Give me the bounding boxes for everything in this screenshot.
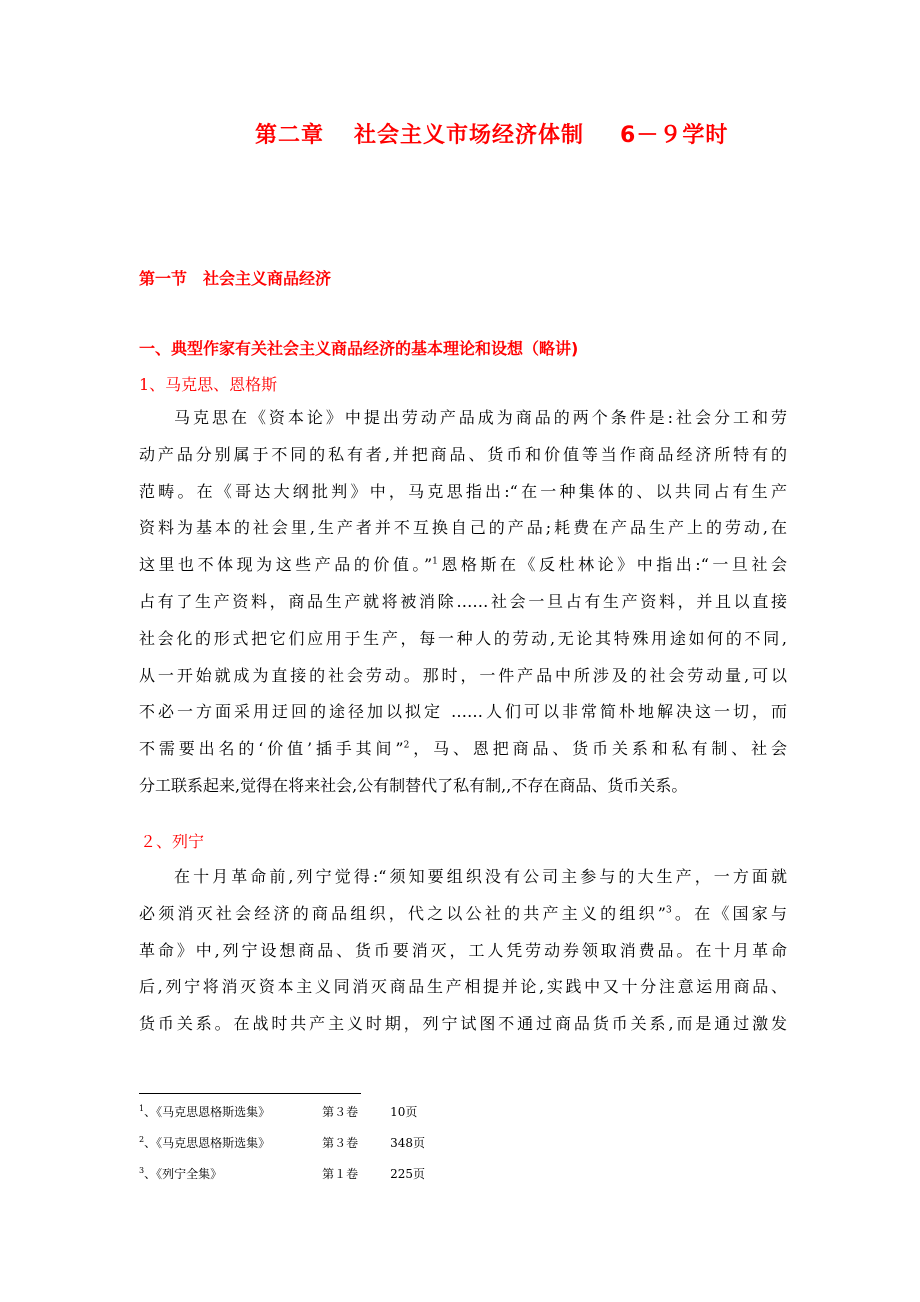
section-name: 社会主义商品经济: [203, 269, 332, 288]
text-segment: 这里也不体现为这些产品的价值。”: [139, 555, 433, 575]
heading-1: 一、典型作家有关社会主义商品经济的基本理论和设想（略讲): [139, 339, 579, 358]
footnote-volume: 第３卷: [322, 1105, 359, 1119]
footnote-book: 、《马克思恩格斯选集》: [144, 1136, 271, 1150]
text-line: 分工联系起来,觉得在将来社会,公有制替代了私有制,,不存在商品、货币关系。: [139, 775, 688, 795]
footnote-ref: 2: [403, 740, 410, 751]
footnote-item: [139, 1134, 425, 1165]
text-line: 后,列宁将消灭资本主义同消灭商品生产相提并论,实践中又十分注意运用商品、: [139, 977, 787, 997]
text-line: 动产品分别属于不同的私有者,并把商品、货币和价值等当作商品经济所特有的: [139, 444, 787, 464]
footnotes: [139, 1103, 425, 1196]
footnote-book: 、《马克思恩格斯选集》: [144, 1105, 271, 1119]
footnote-ref: 1: [432, 556, 438, 567]
footnote-number: 1: [139, 1104, 145, 1113]
chapter-hours: 6－９学时: [620, 123, 729, 148]
text-line: 货币关系。在战时共产主义时期，列宁试图不通过商品货币关系,而是通过激发: [139, 1014, 787, 1034]
paragraph-marx-engels: [139, 400, 787, 805]
footnote-page: 10页: [390, 1105, 418, 1119]
text-line: [139, 896, 787, 933]
text-line: 马克思在《资本论》中提出劳动产品成为商品的两个条件是:社会分工和劳: [174, 408, 787, 427]
footnote-number: 2: [139, 1135, 145, 1144]
text-line: 从一开始就成为直接的社会劳动。那时，一件产品中所涉及的社会劳动量,可以: [139, 665, 787, 685]
text-segment: 必须消灭社会经济的商品组织，代之以公社的共产主义的组织”: [139, 903, 666, 923]
footnote-page: 348页: [390, 1136, 425, 1150]
footnote-page: 225页: [390, 1167, 425, 1181]
subheading-lenin: ２、列宁: [140, 832, 205, 851]
text-segment: ，马、恩把商品、货币关系和私有制、社会: [409, 739, 787, 759]
footnote-item: [139, 1103, 425, 1134]
chapter-name: 社会主义市场经济体制: [354, 123, 585, 148]
text-line: 范畴。在《哥达大纲批判》中，马克思指出:“在一种集体的、以共同占有生产: [139, 481, 787, 501]
text-line: [139, 547, 787, 584]
text-line: 革命》中,列宁设想商品、货币要消灭，工人凭劳动券领取消费品。在十月革命: [139, 940, 787, 960]
text-line: 不必一方面采用迂回的途径加以拟定 ……人们可以非常简朴地解决这一切，而: [139, 702, 787, 722]
text-line: 占有了生产资料，商品生产就将被消除……社会一旦占有生产资料，并且以直接: [139, 591, 787, 611]
text-segment: 不需要出名的‘价值’插手其间”: [139, 739, 404, 759]
text-line: 在十月革命前,列宁觉得:“须知要组织没有公司主参与的大生产，一方面就: [174, 867, 787, 886]
text-segment: 。在《国家与: [671, 903, 787, 923]
chapter-label: 第二章: [255, 123, 325, 148]
subheading-marx-engels: 1、马克思、恩格斯: [139, 375, 278, 394]
footnote-ref: 3: [665, 905, 672, 916]
text-line: [139, 731, 787, 768]
footnote-divider: [139, 1093, 361, 1094]
footnote-item: [139, 1165, 425, 1196]
text-segment: 恩格斯在《反杜林论》中指出:“一旦社会: [437, 555, 787, 575]
chapter-title: [255, 118, 728, 149]
footnote-volume: 第３卷: [322, 1136, 359, 1150]
text-line: 资料为基本的社会里,生产者并不互换自己的产品;耗费在产品生产上的劳动,在: [139, 518, 787, 538]
text-line: 社会化的形式把它们应用于生产，每一种人的劳动,无论其特殊用途如何的不同,: [139, 628, 787, 648]
footnote-volume: 第１卷: [322, 1167, 359, 1181]
footnote-book: 、《列宁全集》: [144, 1167, 223, 1181]
paragraph-lenin: [139, 859, 787, 1043]
section-label: 第一节: [139, 269, 188, 288]
section-title: [139, 266, 331, 289]
footnote-number: 3: [139, 1166, 145, 1175]
